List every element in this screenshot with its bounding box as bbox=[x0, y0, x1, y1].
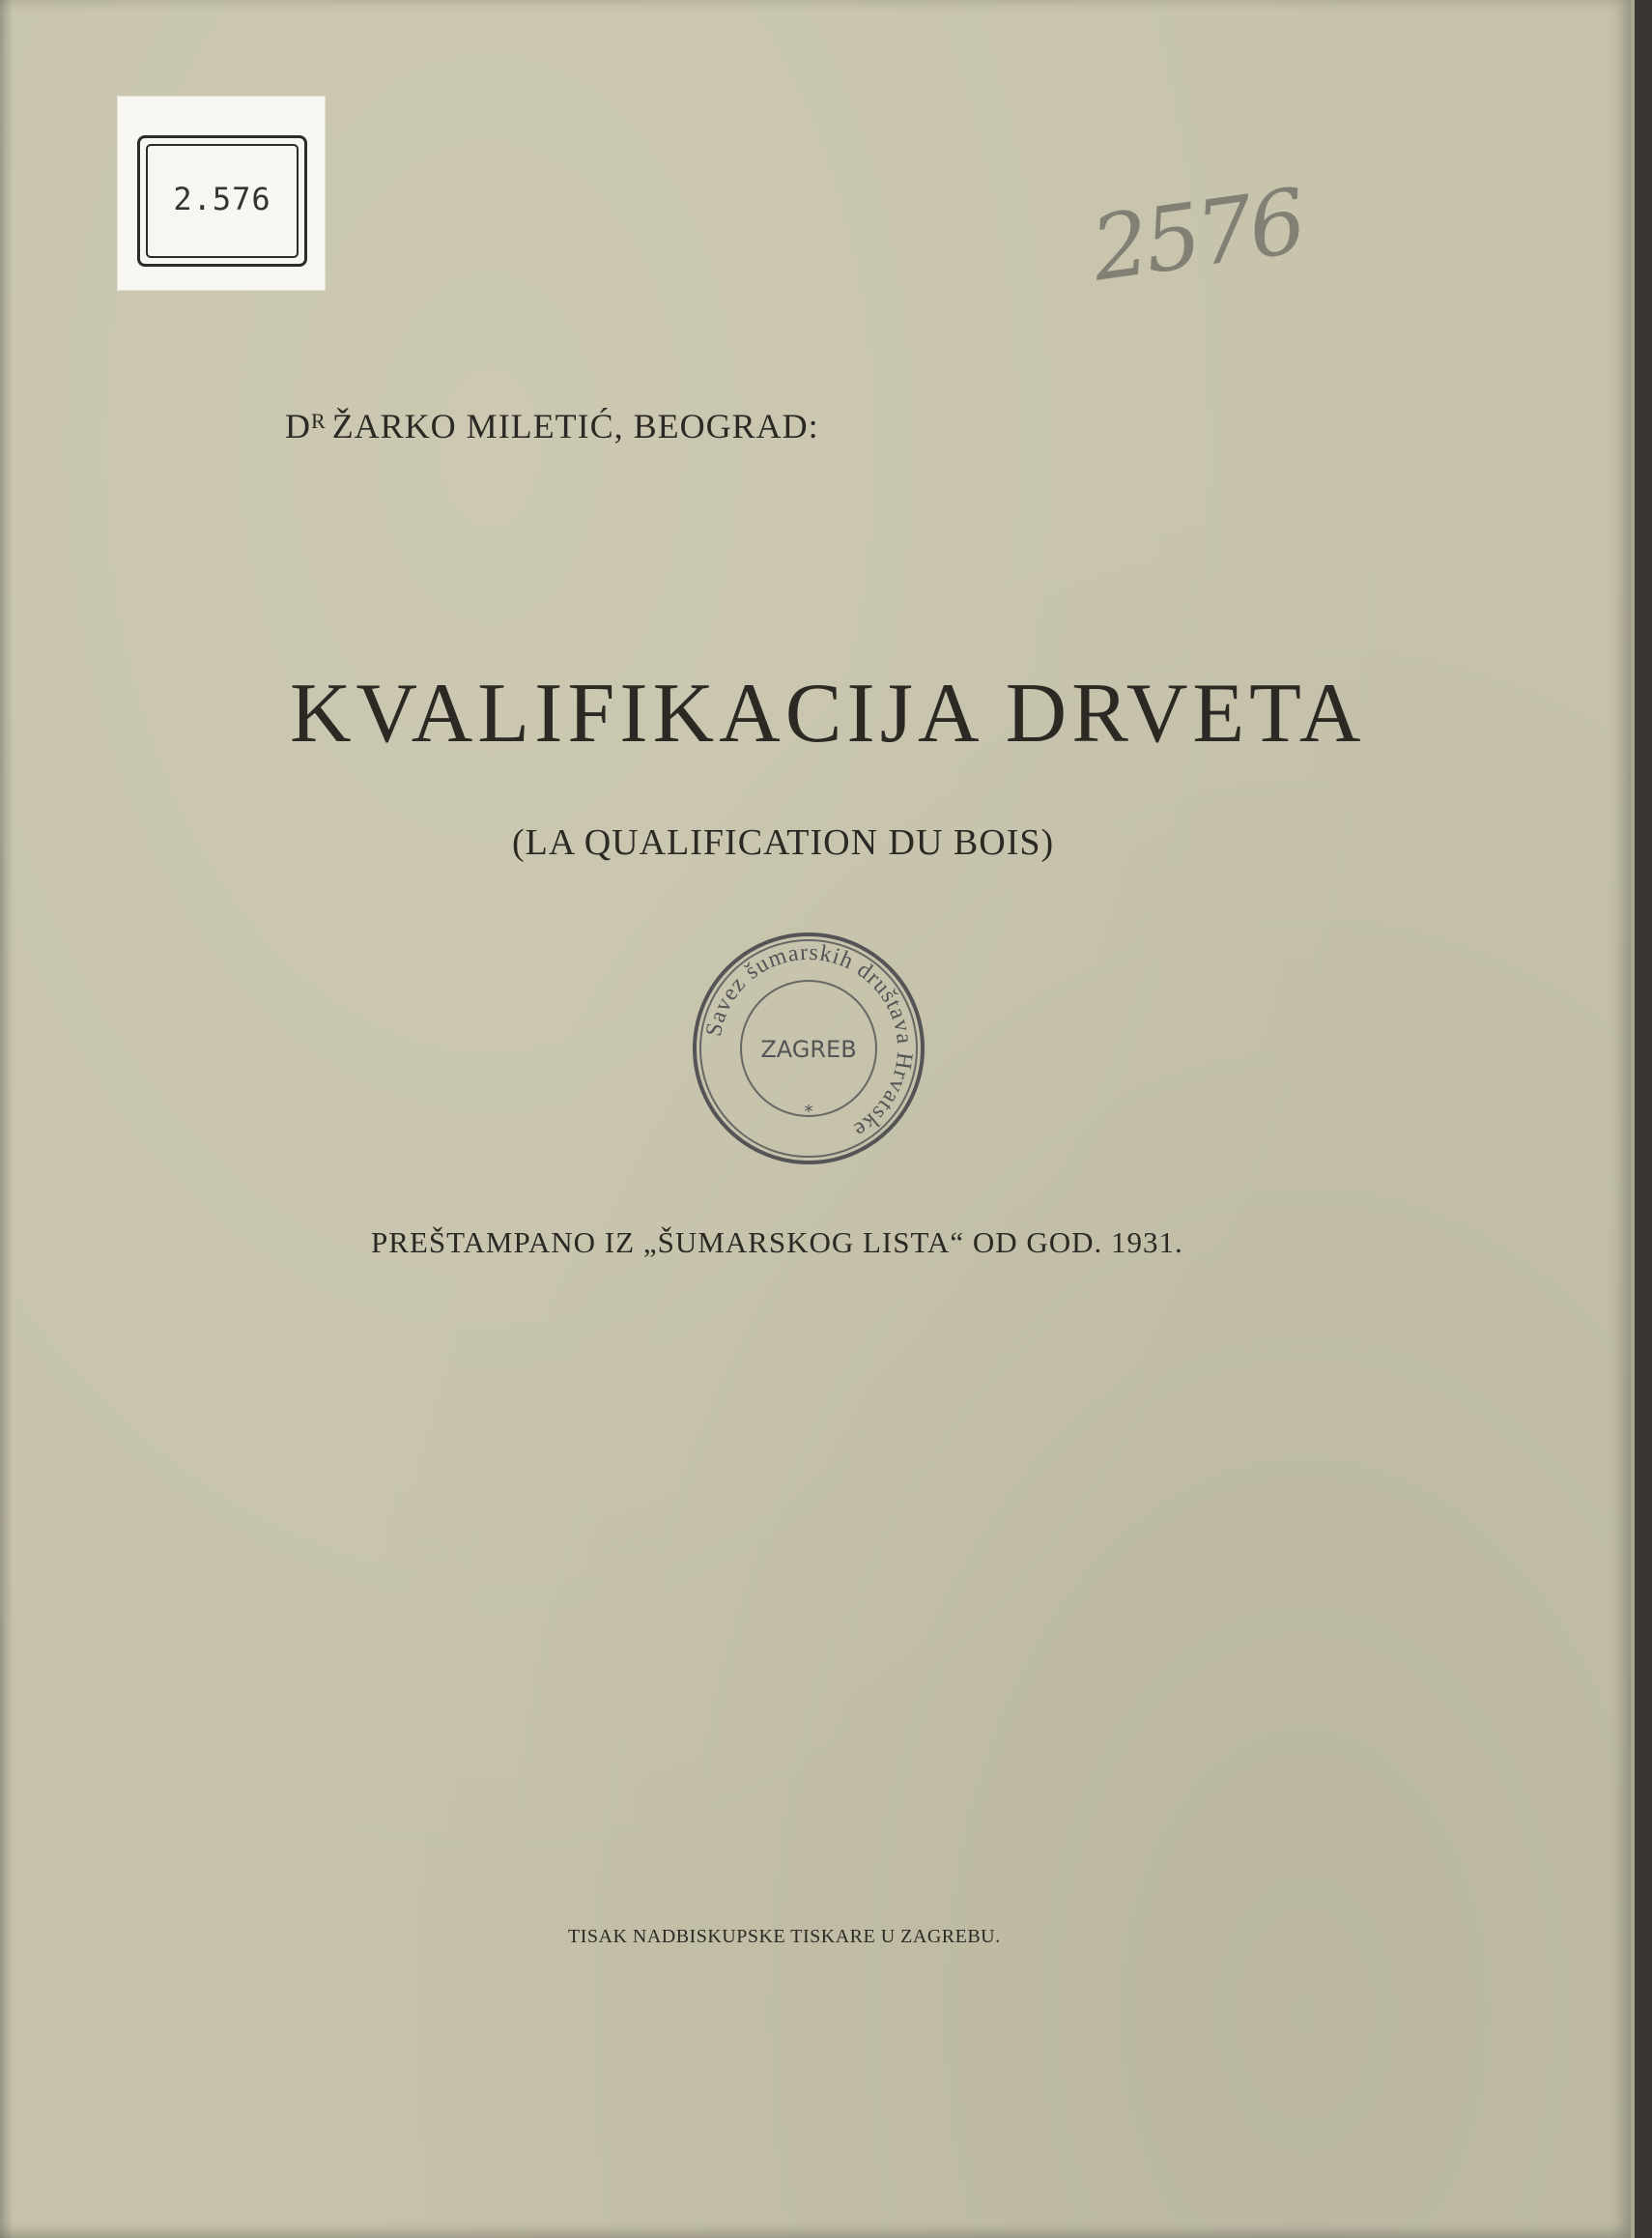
library-stamp bbox=[688, 928, 929, 1169]
stamp-ring-text: Savez šumarskih društava Hrvatske bbox=[700, 939, 918, 1143]
printer-imprint: TISAK NADBISKUPSKE TISKARE U ZAGREBU. bbox=[568, 1926, 1001, 1947]
stamp-center-text: ZAGREB bbox=[760, 1036, 857, 1063]
book-title: KVALIFIKACIJA DRVETA bbox=[290, 667, 1366, 760]
library-label-sticker bbox=[118, 97, 325, 290]
library-label-number: 2.576 bbox=[173, 181, 271, 217]
library-label-inner-frame bbox=[146, 144, 299, 258]
reprint-note: PREŠTAMPANO IZ „ŠUMARSKOG LISTA“ OD GOD. 1931. bbox=[371, 1225, 1183, 1259]
book-subtitle: (LA QUALIFICATION DU BOIS) bbox=[512, 822, 1055, 863]
library-label-frame bbox=[137, 135, 307, 267]
author-prefix-superscript: R bbox=[311, 409, 327, 433]
author-line bbox=[285, 406, 819, 446]
author-prefix: D bbox=[285, 407, 311, 445]
spine-shade bbox=[0, 0, 14, 2238]
author-name: ŽARKO MILETIĆ, BEOGRAD: bbox=[331, 407, 819, 445]
handwritten-number: 2576 bbox=[1085, 169, 1309, 301]
stamp-star-mark: * bbox=[804, 1102, 813, 1122]
